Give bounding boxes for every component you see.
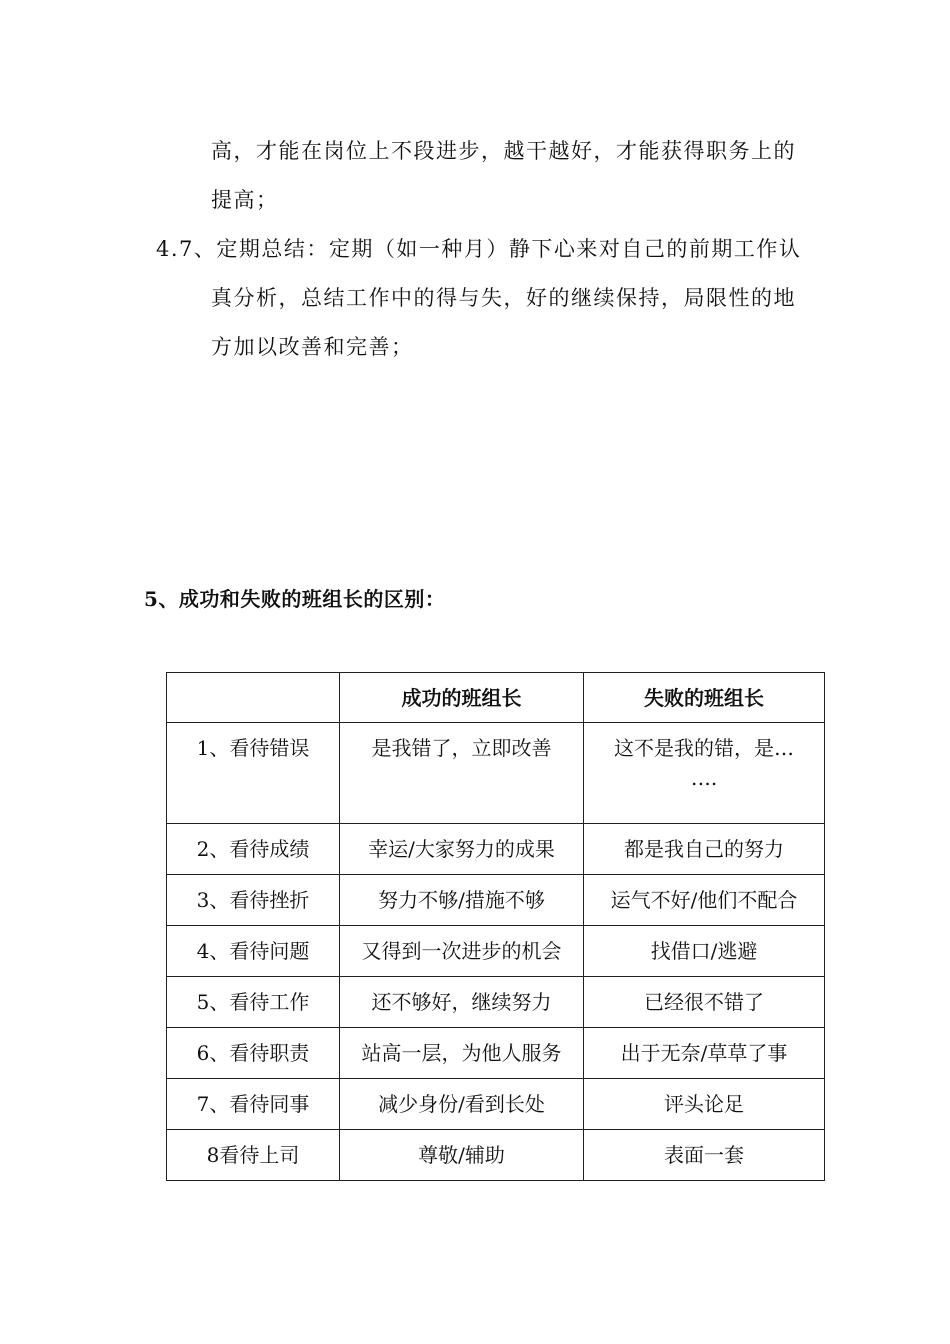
- header-cell-success: 成功的班组长: [340, 673, 584, 723]
- item-4-7-line-3: 方加以改善和完善；: [211, 335, 414, 359]
- item-4-7-line-2: 真分析，总结工作中的得与失，好的继续保持，局限性的地: [211, 286, 796, 310]
- success-cell: 幸运/大家努力的成果: [340, 824, 584, 875]
- item-4-7-line-1: 4.7、定期总结：定期（如一种月）静下心来对自己的前期工作认: [156, 237, 802, 261]
- comparison-table: [166, 672, 825, 1181]
- failure-cell: [584, 723, 825, 824]
- failure-cell: 都是我自己的努力: [584, 824, 825, 875]
- aspect-cell: 1、看待错误: [167, 723, 340, 824]
- table-row: [167, 875, 825, 926]
- aspect-cell: 4、看待问题: [167, 926, 340, 977]
- failure-cell: 已经很不错了: [584, 977, 825, 1028]
- failure-cell: 找借口/逃避: [584, 926, 825, 977]
- failure-cell: 出于无奈/草草了事: [584, 1028, 825, 1079]
- table-row: [167, 1130, 825, 1181]
- aspect-cell: 7、看待同事: [167, 1079, 340, 1130]
- success-cell: 是我错了，立即改善: [340, 723, 584, 824]
- table-row: [167, 723, 825, 824]
- failure-cell-line-1: 这不是我的错，是…: [614, 736, 794, 760]
- success-cell: 尊敬/辅助: [340, 1130, 584, 1181]
- success-cell: 站高一层，为他人服务: [340, 1028, 584, 1079]
- header-cell-empty: [167, 673, 340, 723]
- table-row: [167, 824, 825, 875]
- continuation-line-1: 高，才能在岗位上不段进步，越干越好，才能获得职务上的: [211, 139, 796, 163]
- continuation-line-2: 提高；: [211, 188, 279, 212]
- table-row: [167, 1028, 825, 1079]
- table-row: [167, 1079, 825, 1130]
- failure-cell: 运气不好/他们不配合: [584, 875, 825, 926]
- success-cell: 减少身份/看到长处: [340, 1079, 584, 1130]
- table-row: [167, 977, 825, 1028]
- failure-cell: 表面一套: [584, 1130, 825, 1181]
- success-cell: 还不够好，继续努力: [340, 977, 584, 1028]
- success-cell: 又得到一次进步的机会: [340, 926, 584, 977]
- aspect-cell: 3、看待挫折: [167, 875, 340, 926]
- failure-cell-line-2: ….: [690, 766, 718, 790]
- aspect-cell: 5、看待工作: [167, 977, 340, 1028]
- aspect-cell: 6、看待职责: [167, 1028, 340, 1079]
- table-header-row: [167, 673, 825, 723]
- header-cell-failure: 失败的班组长: [584, 673, 825, 723]
- failure-cell: 评头论足: [584, 1079, 825, 1130]
- success-cell: 努力不够/措施不够: [340, 875, 584, 926]
- aspect-cell: 2、看待成绩: [167, 824, 340, 875]
- section-5-heading: 5、成功和失败的班组长的区别：: [144, 587, 446, 611]
- table-row: [167, 926, 825, 977]
- aspect-cell: 8看待上司: [167, 1130, 340, 1181]
